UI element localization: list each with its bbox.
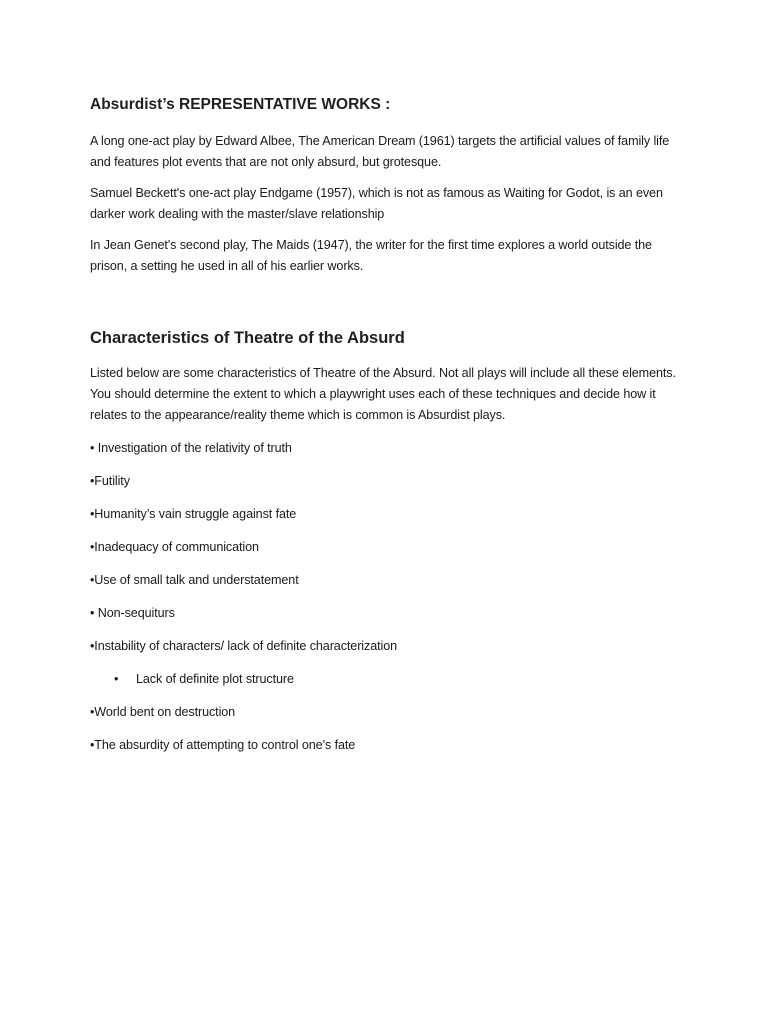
paragraph-american-dream: A long one-act play by Edward Albee, The American Dream (1961) targets the artificial values of family life and features plot events that are not only absurd, but grotesque.: [90, 134, 670, 169]
bullet-text: Lack of definite plot structure: [136, 672, 294, 686]
paragraph-characteristics-intro: Listed below are some characteristics of Theatre of the Absurd. Not all plays will include all these elements. You should determine the extent to which a playwright uses each of these techniques and decide how it relates to the appearance/reality theme which is common is Absurdist plays.: [90, 366, 676, 422]
bullet-item: •Use of small talk and understatement: [90, 573, 299, 587]
document-content: [90, 94, 680, 768]
bullet-item: •The absurdity of attempting to control one’s fate: [90, 738, 356, 752]
bullet-item: •World bent on destruction: [90, 705, 236, 719]
bullet-item: •Inadequacy of communication: [90, 540, 259, 554]
bullet-marker: •: [114, 672, 119, 686]
bullet-item: • Investigation of the relativity of truth: [90, 441, 292, 455]
paragraph-the-maids: In Jean Genet's second play, The Maids (1947), the writer for the first time explores a world outside the prison, a setting he used in all of his earlier works.: [90, 238, 652, 273]
indented-bullet-item: [90, 669, 680, 690]
bullet-item: • Non-sequiturs: [90, 606, 175, 620]
bullet-item: •Futility: [90, 474, 130, 488]
bullet-item: •Humanity’s vain struggle against fate: [90, 507, 297, 521]
paragraph-endgame: Samuel Beckett's one-act play Endgame (1957), which is not as famous as Waiting for Godot, is an even darker work dealing with the master/slave relationship: [90, 186, 663, 221]
section-heading-representative-works: Absurdist’s REPRESENTATIVE WORKS :: [90, 96, 391, 113]
section-heading-characteristics: Characteristics of Theatre of the Absurd: [90, 329, 405, 347]
bullet-item: •Instability of characters/ lack of definite characterization: [90, 639, 398, 653]
